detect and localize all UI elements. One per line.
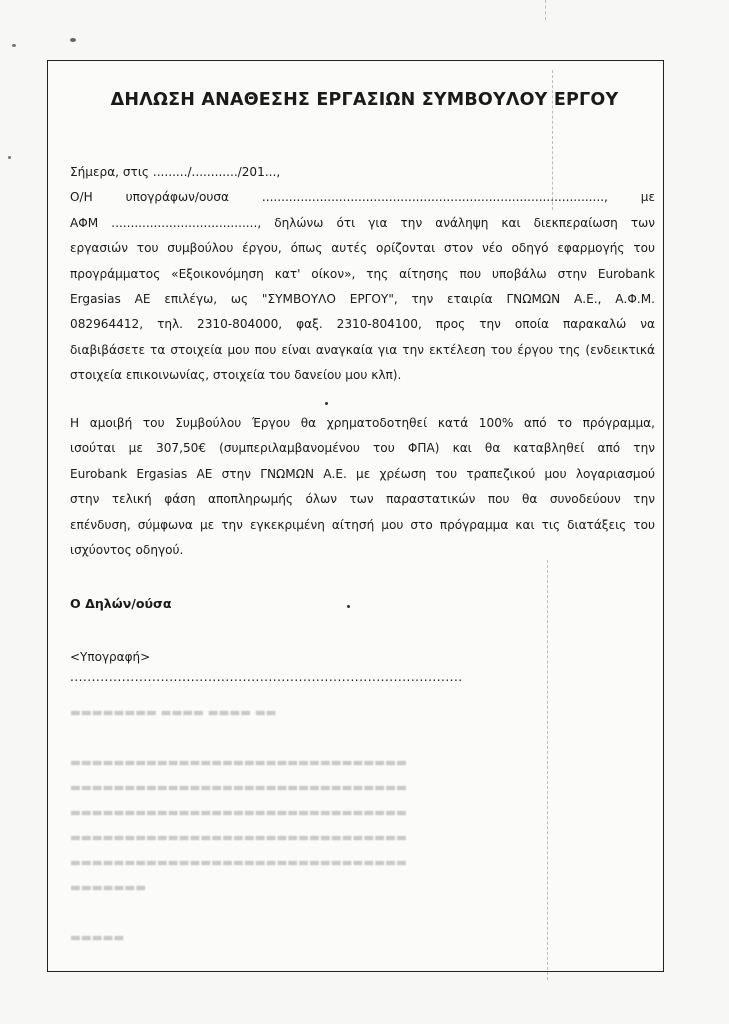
paragraph-line: ισούται με 307,50€ (συμπεριλαμβανομένου του ΦΠΑ) και θα καταβληθεί από την: [70, 441, 655, 456]
paragraph-line: στοιχεία επικοινωνίας, στοιχεία του δανείου μου κλπ).: [70, 368, 402, 383]
paragraph-line: Eurobank Ergasias ΑΕ στην ΓΝΩΜΩΝ Α.Ε. με χρέωση του τραπεζικού μου λογαριασμού: [70, 466, 655, 481]
bleed-through-text: ▬▬▬▬▬▬▬▬▬▬▬▬▬▬▬▬▬▬▬▬▬▬▬▬▬▬▬▬▬▬▬: [70, 805, 407, 819]
document-title: ΔΗΛΩΣΗ ΑΝΑΘΕΣΗΣ ΕΡΓΑΣΙΩΝ ΣΥΜΒΟΥΛΟΥ ΕΡΓΟΥ: [110, 90, 619, 110]
bleed-through-text: ▬▬▬▬▬▬▬▬▬▬▬▬▬▬▬▬▬▬▬▬▬▬▬▬▬▬▬▬▬▬▬: [70, 855, 407, 869]
paragraph-line: Σήμερα, στις ........./............/201...,: [70, 165, 281, 179]
bleed-through-text: ▬▬▬▬▬▬▬▬▬▬▬▬▬▬▬▬▬▬▬▬▬▬▬▬▬▬▬▬▬▬▬: [70, 830, 407, 844]
bleed-through-text: ▬▬▬▬▬: [70, 930, 125, 944]
scan-speck: [8, 156, 11, 159]
paragraph-line: στην τελική φάση αποπληρωμής όλων των παραστατικών που θα συνοδεύουν την: [70, 492, 655, 507]
paragraph-line: ισχύοντος οδηγού.: [70, 543, 184, 558]
paragraph-line: εργασιών του συμβούλου έργου, όπως αυτές ορίζονται στον νέο οδηγό εφαρμογής του: [70, 241, 655, 256]
paragraph-line: Ergasias ΑΕ επιλέγω, ως "ΣΥΜΒΟΥΛΟ ΕΡΓΟΥ", την εταιρία ΓΝΩΜΩΝ Α.Ε., Α.Φ.Μ.: [70, 292, 655, 307]
bleed-through-text: ▬▬▬▬▬▬▬▬▬▬▬▬▬▬▬▬▬▬▬▬▬▬▬▬▬▬▬▬▬▬▬: [70, 780, 407, 794]
scan-speck: [325, 402, 328, 405]
bleed-through-text: ▬▬▬▬▬▬▬: [70, 880, 147, 894]
paragraph-line: 082964412, τηλ. 2310-804000, φαξ. 2310-804100, προς την οποία παρακαλώ να: [70, 317, 655, 332]
scan-fold-line: [545, 0, 547, 20]
declaration-paragraph: [70, 160, 655, 389]
scan-fold-line: [547, 560, 549, 980]
paragraph-line: Ο/Η υπογράφων/ουσα ........................................................................................., με: [70, 190, 655, 205]
bleed-through-text: ▬▬▬▬▬▬▬▬ ▬▬▬▬ ▬▬▬▬ ▬▬: [70, 705, 277, 719]
paragraph-line: Η αμοιβή του Συμβούλου Έργου θα χρηματοδοτηθεί κατά 100% από το πρόγραμμα,: [70, 416, 655, 430]
scan-speck: [70, 38, 76, 42]
paragraph-line: ΑΦΜ ......................................, δηλώνω ότι για την ανάληψη και διεκπεραίωση των: [70, 215, 655, 230]
signature-label: <Υπογραφή>: [70, 650, 151, 664]
paragraph-line: επένδυση, σύμφωνα με την εγκεκριμένη αίτησή μου στο πρόγραμμα και τις διατάξεις του: [70, 517, 655, 532]
bleed-through-text: ▬▬▬▬▬▬▬▬▬▬▬▬▬▬▬▬▬▬▬▬▬▬▬▬▬▬▬▬▬▬▬: [70, 755, 407, 769]
scan-speck: [12, 44, 16, 47]
paragraph-line: προγράμματος «Εξοικονόμηση κατ' οίκον», της αίτησης που υποβάλω στην Eurobank: [70, 266, 655, 281]
paragraph-line: διαβιβάσετε τα στοιχεία μου που είναι αναγκαία για την εκτέλεση του έργου της (ενδεικτικά: [70, 342, 655, 357]
signature-line: ...........................................................................................: [70, 670, 463, 684]
declarant-label: Ο Δηλών/ούσα: [70, 596, 172, 611]
fee-paragraph: [70, 411, 655, 563]
scan-speck: [347, 605, 350, 608]
